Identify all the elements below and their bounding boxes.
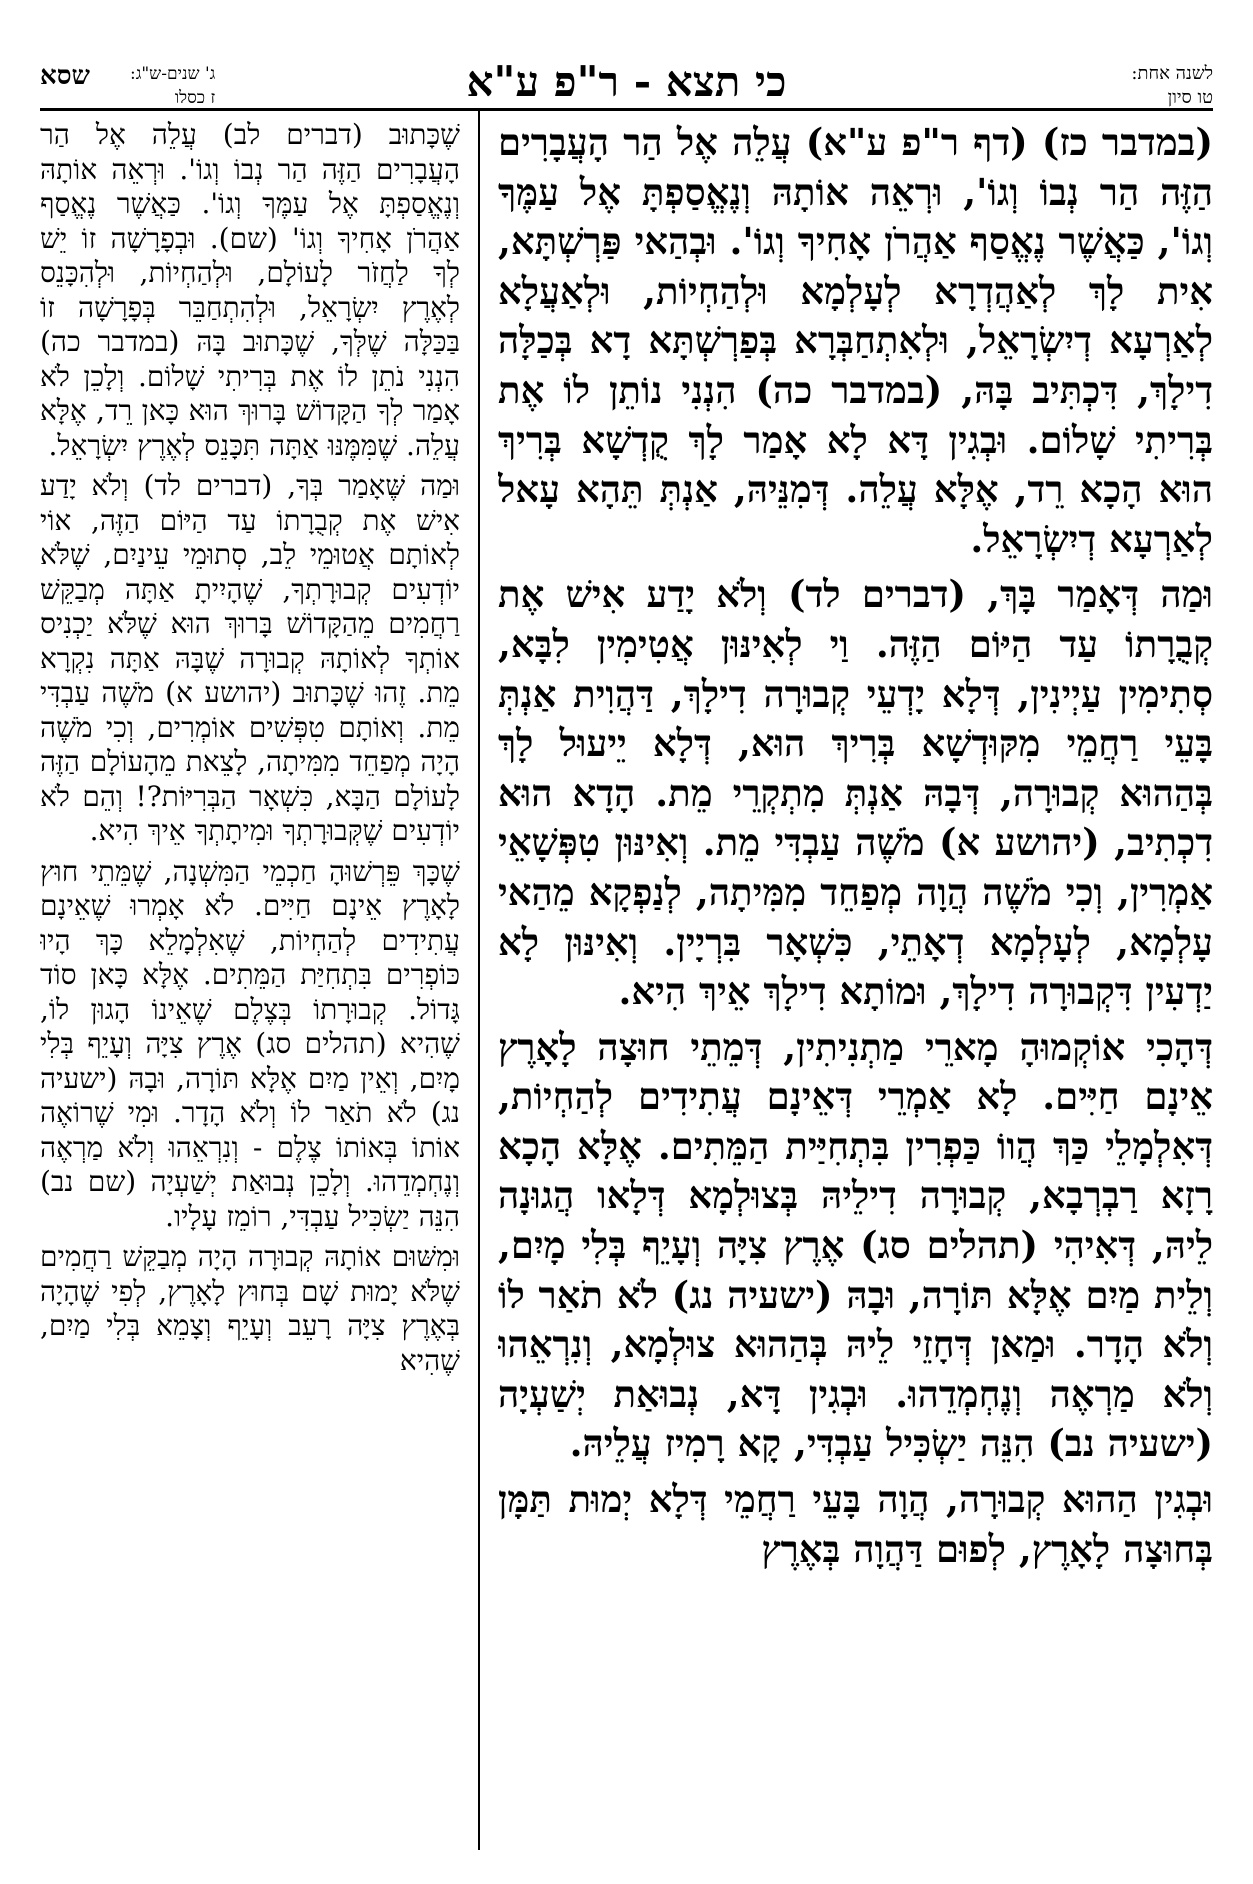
study-schedule-three-years xyxy=(130,62,215,110)
main-paragraph: (במדבר כז) (דף ר"פ ע"א) עֲלֵה אֶל הַר הָעֲבָרִים הַזֶּה הַר נְבוֹ וְגוֹ', וּרְאֵה אוֹתָהּ וְנֶאֱסַפְתָּ אֶל עַמֶּךָ וְגוֹ', כַּאֲשֶׁר נֶאֱסַף אַהֲרֹן אָחִיךָ וְגוֹ'. וּבְהַאי פַּרְשְׁתָּא, אִית לָךְ לְאַהֲדְרָא לְעָלְמָא וּלְהַחְיוֹת, וּלְאַעֲלָא לְאַרְעָא דְיִשְׂרָאֵל, וּלְאִתְחַבְּרָא בְּפַרְשְׁתָּא דָא בְּכַלָּה דִילָךְ, דִּכְתִּיב בָּהּ, (במדבר כה) הִנְנִי נוֹתֵן לוֹ אֶת בְּרִיתִי שָׁלוֹם. וּבְגִין דָּא לָא אָמַר לָךְ קֻדְשָׁא בְּרִיךְ הוּא הָכָא רֵד, אֶלָּא עֲלֵה. דְּמִנֵּיהּ, אַנְתְּ תֵּהָא עָאל לְאַרְעָא דְיִשְׂרָאֵל. xyxy=(498,120,1213,561)
column-divider xyxy=(478,110,480,1850)
side-paragraph: שֶׁכָּךְ פֵּרְשׁוּהָ חַכְמֵי הַמִּשְׁנָה, שֶׁמֵּתֵי חוּץ לָאָרֶץ אֵינָם חַיִּים. לֹא אָמְרוּ שֶׁאֵינָם עֲתִידִים לְהַחְיוֹת, שֶׁאִלְמָלֵא כָּךְ הָיוּ כּוֹפְרִים בִּתְחִיַּת הַמֵּתִים. אֶלָּא כָּאן סוֹד גָּדוֹל. קְבוּרָתוֹ בְּצֶלֶם שֶׁאֵינוֹ הָגוּן לוֹ, שֶׁהִיא (תהלים סג) אֶרֶץ צִיָּה וְעָיֵף בְּלִי מָיִם, וְאֵין מַיִם אֶלָּא תּוֹרָה, וּבָהּ (ישעיה נג) לֹא תֹאַר לוֹ וְלֹא הָדָר. וּמִי שֶׁרוֹאֶה אוֹתוֹ בְּאוֹתוֹ צֶלֶם - וְנִרְאֵהוּ וְלֹא מַרְאֶה וְנֶחְמְדֵהוּ. וְלָכֵן נְבוּאַת יְשַׁעְיָה (שם נב) הִנֵּה יַשְׂכִּיל עַבְדִּי, רוֹמֵז עָלָיו. xyxy=(40,854,460,1233)
schedule-date-one-year: טו סיון xyxy=(1167,87,1213,108)
main-paragraph: וּמַה דְּאָמַר בָּךְ, (דברים לד) וְלֹא יָדַע אִישׁ אֶת קְבֻרָתוֹ עַד הַיּוֹם הַזֶּה. וַי לְאִינּוּן אֲטִימִין לִבָּא, סְתִימִין עַיְינִין, דְּלָא יָדְעֵי קְבוּרָה דִילָךְ, דַּהֲוִית אַנְתְּ בָּעֵי רַחֲמֵי מִקּוּדְשָׁא בְּרִיךְ הוּא, דְּלָא יֵיעוּל לָךְ בְּהַהוּא קְבוּרָה, דְּבָהּ אַנְתְּ מִתְקְרֵי מֵת. הָדָא הוּא דִכְתִיב, (יהושע א) מֹשֶׁה עַבְדִּי מֵת. וְאִינּוּן טִפְּשָׁאֵי אַמְרִין, וְכִי מֹשֶׁה הֲוָה מְפַחֵד מִמִּיתָה, לְנַפְקָא מֵהַאי עָלְמָא, לְעָלְמָא דְאָתֵי, כִּשְׁאָר בִּרְיָין. וְאִינּוּן לָא יַדְעִין דִּקְבוּרָה דִילָךְ, וּמוֹתָא דִילָךְ אֵיךְ הִיא. xyxy=(498,572,1213,1014)
main-paragraph: דְּהָכִי אוֹקְמוּהָ מָארֵי מַתְנִיתִין, דְּמֵתֵי חוּצָה לָאָרֶץ אֵינָם חַיִּים. לָא אַמְרֵי דְּאֵינָם עֲתִידִים לְהַחְיוֹת, דְּאִלְמָלֵי כַּךְ הֲווֹ כַּפְרִין בִּתְחִיַּית הַמֵּתִים. אֶלָּא הָכָא רָזָא רַבְרְבָא, קְבוּרָה דִילֵיהּ בְּצוּלְמָא דְּלָאו הֲגוּנָה לֵיהּ, דְּאִיהִי (תהלים סג) אֶרֶץ צִיָּה וְעָיֵף בְּלִי מָיִם, וְלֵית מַיִם אֶלָּא תּוֹרָה, וּבָהּ (ישעיה נג) לֹא תֹאַר לוֹ וְלֹא הָדָר. וּמַאן דְּחָזֵי לֵיהּ בְּהַהוּא צוּלְמָא, וְנִרְאֵהוּ וְלֹא מַרְאֶה וְנֶחְמְדֵהוּ. וּבְגִין דָּא, נְבוּאַת יְשַׁעְיָה (ישעיה נב) הִנֵּה יַשְׂכִּיל עַבְדִּי, קָא רָמִיז עֲלֵיהּ. xyxy=(498,1024,1213,1466)
schedule-date-three-years: ז כסלו xyxy=(174,88,216,108)
side-paragraph: שֶׁכָּתוּב (דברים לב) עֲלֵה אֶל הַר הָעֲבָרִים הַזֶּה הַר נְבוֹ וְגוֹ'. וּרְאֵה אוֹתָהּ וְנֶאֱסַפְתָּ אֶל עַמֶּךָ וְגוֹ'. כַּאֲשֶׁר נֶאֱסַף אַהֲרֹן אָחִיךָ וְגוֹ' (שם). וּבְפָרָשָׁה זוֹ יֵשׁ לְךָ לַחֲזֹר לָעוֹלָם, וּלְהַחְיוֹת, וּלְהִכָּנֵס לְאֶרֶץ יִשְׂרָאֵל, וּלְהִתְחַבֵּר בְּפָרָשָׁה זוֹ בַּכַּלָּה שֶׁלְּךָ, שֶׁכָּתוּב בָּהּ (במדבר כה) הִנְנִי נֹתֵן לוֹ אֶת בְּרִיתִי שָׁלוֹם. וְלָכֵן לֹא אָמַר לְךָ הַקָּדוֹשׁ בָּרוּךְ הוּא כָּאן רֵד, אֶלָּא עֲלֵה. שֶׁמִּמֶּנּוּ אַתָּה תִּכָּנֵס לְאֶרֶץ יִשְׂרָאֵל. xyxy=(40,118,460,462)
page-number: שסא xyxy=(40,61,90,91)
main-column-aramaic xyxy=(498,118,1213,1848)
main-paragraph: וּבְגִין הַהוּא קְבוּרָה, הֲוָה בָּעֵי רַחֲמֵי דְּלָא יְמוּת תַּמָּן בְּחוּצָה לָאָרֶץ, לְפוּם דַּהֲוָה בְּאֶרֶץ xyxy=(498,1477,1213,1571)
side-column-translation xyxy=(40,118,460,1848)
side-paragraph: וּמִשּׁוּם אוֹתָהּ קְבוּרָה הָיָה מְבַקֵּשׁ רַחֲמִים שֶׁלֹּא יָמוּת שָׁם בְּחוּץ לָאָרֶץ, לְפִי שֶׁהָיָה בְּאֶרֶץ צִיָּה רָעֵב וְעָיֵף וְצָמֵא בְּלִי מַיִם, שֶׁהִיא xyxy=(40,1240,460,1377)
schedule-label-one-year: לשנה אחת: xyxy=(1131,63,1213,84)
header-divider xyxy=(40,108,1213,111)
schedule-label-three-years: ג' שנים-ש"ג: xyxy=(130,64,216,84)
side-paragraph: וּמַה שֶּׁאָמַר בְּךָ, (דברים לד) וְלֹא יָדַע אִישׁ אֶת קְבֻרָתוֹ עַד הַיּוֹם הַזֶּה, אוֹי לְאוֹתָם אֲטוּמֵי לֵב, סְתוּמֵי עֵינַיִם, שֶׁלֹּא יוֹדְעִים קְבוּרָתְךָ, שֶׁהָיִיתָ אַתָּה מְבַקֵּשׁ רַחֲמִים מֵהַקָּדוֹשׁ בָּרוּךְ הוּא שֶׁלֹּא יַכְנִיס אוֹתְךָ לְאוֹתָהּ קְבוּרָה שֶׁבָּהּ אַתָּה נִקְרָא מֵת. זֶהוּ שֶׁכָּתוּב (יהושע א) מֹשֶׁה עַבְדִּי מֵת. וְאוֹתָם טִפְּשִׁים אוֹמְרִים, וְכִי מֹשֶׁה הָיָה מְפַחֵד מִמִּיתָה, לָצֵאת מֵהָעוֹלָם הַזֶּה לָעוֹלָם הַבָּא, כִּשְׁאָר הַבְּרִיּוֹת?! וְהֵם לֹא יוֹדְעִים שֶׁקְּבוּרָתְךָ וּמִיתָתְךָ אֵיךְ הִיא. xyxy=(40,469,460,847)
page-title: כי תצא - ר"פ ע"א xyxy=(466,57,787,106)
